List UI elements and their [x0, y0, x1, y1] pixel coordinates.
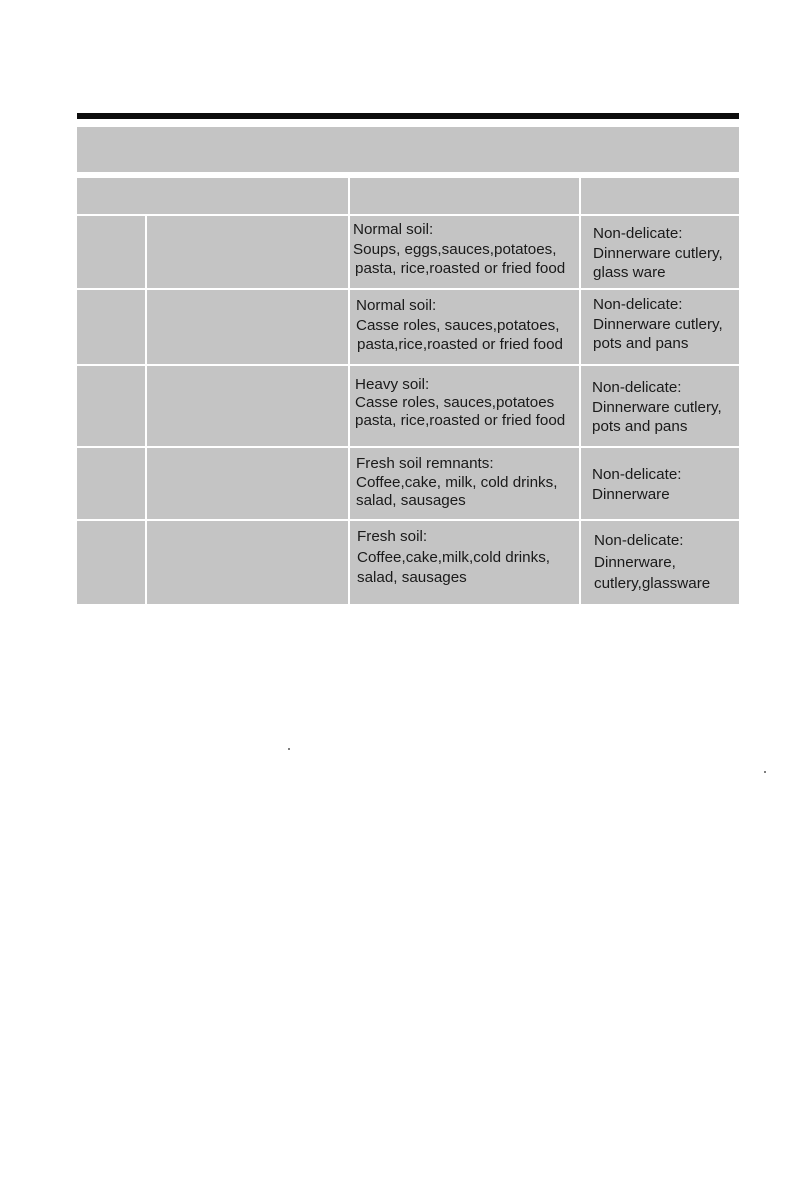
soil-cell [350, 521, 579, 604]
tableware-line: pots and pans [593, 335, 689, 352]
tableware-cell [581, 366, 739, 446]
program-icon-cell [77, 448, 145, 519]
tableware-description [593, 224, 723, 283]
tableware-line: Dinnerware cutlery, [593, 315, 723, 333]
tableware-cell [581, 448, 739, 519]
header-cell-tableware [581, 178, 739, 214]
program-icon-cell [77, 366, 145, 446]
tableware-heading: Non-delicate: [593, 225, 683, 242]
program-name-cell [147, 216, 348, 288]
soil-description [356, 296, 563, 355]
soil-line: Soups, eggs,sauces,potatoes, [353, 240, 557, 258]
tableware-heading: Non-delicate: [592, 379, 682, 396]
soil-cell [350, 448, 579, 519]
top-rule [77, 113, 739, 119]
soil-line: salad, sausages [357, 569, 467, 586]
tableware-description [593, 295, 723, 354]
soil-cell [350, 216, 579, 288]
soil-description [356, 455, 557, 511]
soil-description [353, 220, 565, 279]
soil-heading: Fresh soil: [357, 528, 428, 545]
tableware-cell [581, 290, 739, 364]
tableware-line: cutlery,glassware [594, 575, 711, 592]
tableware-description [594, 530, 710, 595]
soil-heading: Heavy soil: [355, 376, 430, 393]
soil-cell [350, 366, 579, 446]
program-icon-cell [77, 216, 145, 288]
tableware-description [592, 378, 722, 437]
soil-heading: Normal soil: [356, 297, 437, 314]
soil-line: salad, sausages [356, 492, 466, 509]
soil-line: Casse roles, sauces,potatoes, [356, 316, 560, 334]
program-icon-cell [77, 521, 145, 604]
soil-heading: Normal soil: [353, 221, 434, 238]
tableware-line: Dinnerware [592, 485, 670, 503]
header-cell-program [77, 178, 348, 214]
table-title-band [77, 127, 739, 172]
soil-line: pasta, rice,roasted or fried food [355, 260, 566, 277]
soil-line: Coffee,cake,milk,cold drinks, [357, 548, 551, 566]
tableware-line: glass ware [593, 264, 666, 281]
tableware-line: pots and pans [592, 418, 688, 435]
stray-dot [288, 748, 290, 750]
tableware-line: Dinnerware cutlery, [593, 244, 723, 262]
tableware-heading: Non-delicate: [592, 466, 682, 483]
soil-description [355, 376, 565, 430]
stray-dot [764, 771, 766, 773]
tableware-line: Dinnerware cutlery, [592, 398, 722, 416]
soil-line: pasta,rice,roasted or fried food [357, 336, 563, 353]
soil-line: pasta, rice,roasted or fried food [355, 412, 566, 429]
soil-description [357, 527, 550, 589]
header-cell-soil [350, 178, 579, 214]
soil-heading: Fresh soil remnants: [356, 455, 494, 472]
wash-program-table [77, 178, 739, 609]
program-name-cell [147, 366, 348, 446]
tableware-heading: Non-delicate: [594, 532, 684, 549]
tableware-cell [581, 216, 739, 288]
program-icon-cell [77, 290, 145, 364]
program-name-cell [147, 290, 348, 364]
tableware-cell [581, 521, 739, 604]
soil-cell [350, 290, 579, 364]
soil-line: Casse roles, sauces,potatoes [355, 394, 555, 411]
soil-line: Coffee,cake, milk, cold drinks, [356, 473, 558, 491]
program-name-cell [147, 448, 348, 519]
tableware-description [592, 465, 682, 504]
program-name-cell [147, 521, 348, 604]
tableware-heading: Non-delicate: [593, 296, 683, 313]
tableware-line: Dinnerware, [594, 553, 676, 571]
